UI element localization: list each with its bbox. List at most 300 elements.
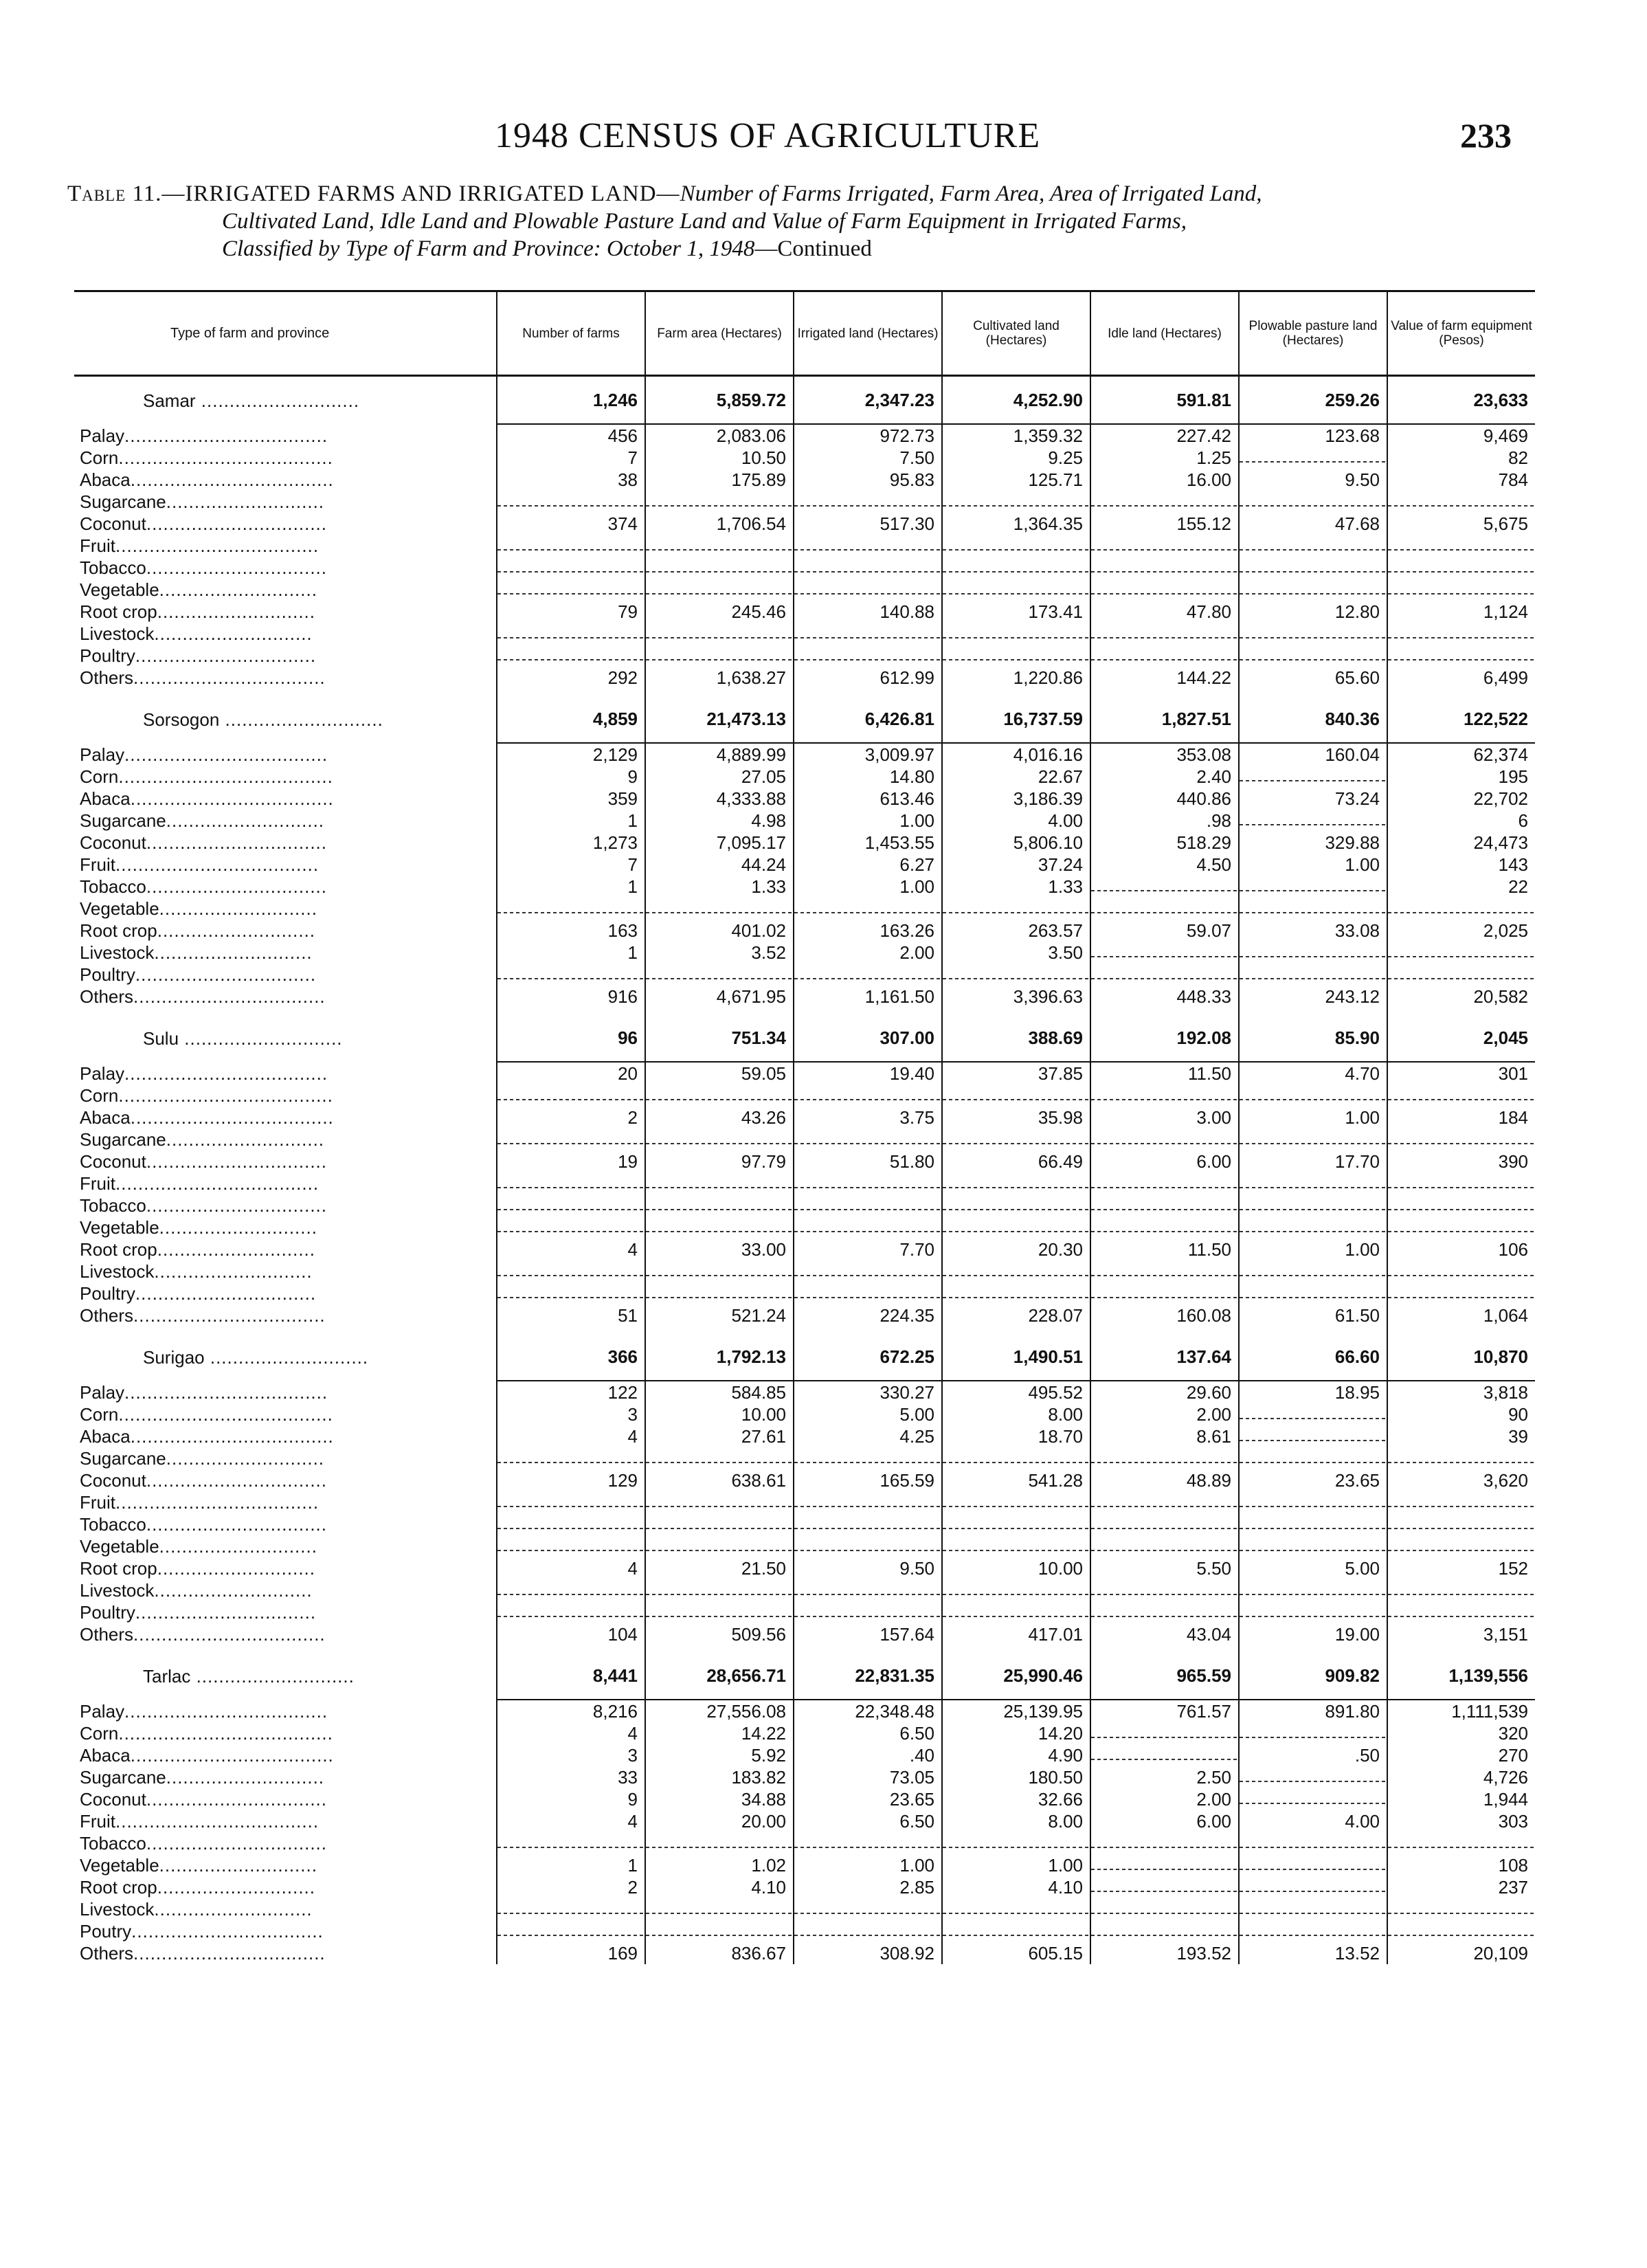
value-cell: 173.41 xyxy=(942,601,1090,623)
value-cell xyxy=(1239,491,1387,513)
leader-dots: ............................ xyxy=(159,1536,317,1557)
table-row xyxy=(74,1942,1535,1964)
value-cell: 4 xyxy=(497,1425,645,1447)
province-name-text: Tarlac xyxy=(143,1665,191,1687)
value-cell xyxy=(1239,1832,1387,1854)
farm-type-text: Tobacco xyxy=(80,557,146,578)
farm-type-label xyxy=(74,1766,497,1788)
value-cell xyxy=(794,898,942,920)
farm-type-label xyxy=(74,920,497,942)
farm-type-text: Root crop xyxy=(80,601,157,622)
leader-dots: ...................................... xyxy=(118,447,333,468)
spacer-cell xyxy=(74,689,497,696)
value-cell xyxy=(497,1260,645,1282)
value-cell: 73.24 xyxy=(1239,788,1387,810)
farm-type-text: Abaca xyxy=(80,788,131,809)
value-cell xyxy=(1387,1832,1535,1854)
leader-dots: ................................ xyxy=(135,1283,317,1304)
spacer-cell xyxy=(1090,1326,1239,1333)
value-cell: 4.90 xyxy=(942,1744,1090,1766)
value-cell xyxy=(1090,1832,1239,1854)
value-cell xyxy=(1239,1194,1387,1216)
value-cell: 20 xyxy=(497,1062,645,1085)
farm-type-text: Tobacco xyxy=(80,1514,146,1535)
value-cell: 1 xyxy=(497,942,645,964)
value-cell: 1,111,539 xyxy=(1387,1700,1535,1722)
leader-dots: .................................. xyxy=(131,1921,324,1942)
value-cell xyxy=(645,1085,794,1107)
total-cell: 10,870 xyxy=(1387,1333,1535,1381)
farm-type-text: Vegetable xyxy=(80,898,159,919)
value-cell xyxy=(1239,579,1387,601)
table-row xyxy=(74,667,1535,689)
leader-dots: ............................ xyxy=(157,601,315,622)
value-cell xyxy=(497,1920,645,1942)
leader-dots: ............................ xyxy=(166,1129,325,1150)
value-cell xyxy=(1239,1535,1387,1557)
farm-type-label xyxy=(74,1403,497,1425)
farm-type-text: Vegetable xyxy=(80,579,159,600)
value-cell: 1.00 xyxy=(794,1854,942,1876)
value-cell: 2.50 xyxy=(1090,1766,1239,1788)
leader-dots: ............................ xyxy=(157,1239,315,1260)
value-cell: 9.50 xyxy=(1239,469,1387,491)
value-cell: 47.80 xyxy=(1090,601,1239,623)
irrigated-farms-table xyxy=(74,290,1535,1964)
value-cell: 6.00 xyxy=(1090,1150,1239,1172)
farm-type-text: Vegetable xyxy=(80,1536,159,1557)
total-cell: 366 xyxy=(497,1333,645,1381)
value-cell: 401.02 xyxy=(645,920,794,942)
table-row xyxy=(74,766,1535,788)
value-cell: 97.79 xyxy=(645,1150,794,1172)
leader-dots: ................................ xyxy=(146,557,327,578)
value-cell: 3,396.63 xyxy=(942,986,1090,1008)
value-cell: 108 xyxy=(1387,1854,1535,1876)
farm-type-label xyxy=(74,447,497,469)
farm-type-label xyxy=(74,898,497,920)
farm-type-label xyxy=(74,1876,497,1898)
col-header-idle: Idle land (Hectares) xyxy=(1090,291,1239,376)
total-cell: 259.26 xyxy=(1239,376,1387,425)
table-row xyxy=(74,491,1535,513)
value-cell: 9 xyxy=(497,1788,645,1810)
value-cell: 243.12 xyxy=(1239,986,1387,1008)
farm-type-label xyxy=(74,1898,497,1920)
spacer-cell xyxy=(74,1645,497,1652)
value-cell: 104 xyxy=(497,1623,645,1645)
table-row xyxy=(74,788,1535,810)
value-cell xyxy=(942,1898,1090,1920)
table-row xyxy=(74,579,1535,601)
value-cell: 21.50 xyxy=(645,1557,794,1579)
spacer-row xyxy=(74,1645,1535,1652)
value-cell: 18.70 xyxy=(942,1425,1090,1447)
table-row xyxy=(74,1810,1535,1832)
leader-dots: ............................ xyxy=(219,709,383,730)
value-cell xyxy=(1387,1513,1535,1535)
farm-type-label xyxy=(74,1700,497,1722)
value-cell: 224.35 xyxy=(794,1304,942,1326)
farm-type-text: Tobacco xyxy=(80,1195,146,1216)
leader-dots: ............................ xyxy=(159,1217,317,1238)
value-cell xyxy=(1239,1876,1387,1898)
value-cell xyxy=(645,1579,794,1601)
table-row xyxy=(74,1788,1535,1810)
farm-type-label xyxy=(74,1194,497,1216)
spacer-cell xyxy=(794,1645,942,1652)
farm-type-text: Fruit xyxy=(80,1492,115,1513)
value-cell: 237 xyxy=(1387,1876,1535,1898)
farm-type-label xyxy=(74,1579,497,1601)
value-cell xyxy=(1239,1513,1387,1535)
value-cell xyxy=(942,1129,1090,1150)
value-cell: 5,675 xyxy=(1387,513,1535,535)
value-cell xyxy=(645,1491,794,1513)
value-cell: 184 xyxy=(1387,1107,1535,1129)
value-cell: 183.82 xyxy=(645,1766,794,1788)
value-cell xyxy=(794,1282,942,1304)
value-cell: 9.25 xyxy=(942,447,1090,469)
value-cell: 916 xyxy=(497,986,645,1008)
table-row xyxy=(74,1425,1535,1447)
total-cell: 192.08 xyxy=(1090,1014,1239,1062)
value-cell xyxy=(1090,1535,1239,1557)
table-row xyxy=(74,1282,1535,1304)
value-cell xyxy=(942,579,1090,601)
value-cell xyxy=(794,1898,942,1920)
farm-type-label xyxy=(74,1282,497,1304)
value-cell: 4 xyxy=(497,1557,645,1579)
value-cell: 263.57 xyxy=(942,920,1090,942)
value-cell xyxy=(794,491,942,513)
value-cell xyxy=(1387,1579,1535,1601)
farm-type-label xyxy=(74,1942,497,1964)
spacer-row xyxy=(74,689,1535,696)
col-header-farms: Number of farms xyxy=(497,291,645,376)
farm-type-label xyxy=(74,1085,497,1107)
value-cell: 169 xyxy=(497,1942,645,1964)
table-subtitle-2: Cultivated Land, Idle Land and Plowable Pasture Land and Value of Farm Equipment in Irrigated Farms, xyxy=(222,209,1187,234)
leader-dots: ............................ xyxy=(159,898,317,919)
leader-dots: ............................ xyxy=(154,623,313,644)
value-cell: 303 xyxy=(1387,1810,1535,1832)
value-cell xyxy=(497,964,645,986)
spacer-cell xyxy=(942,1008,1090,1014)
value-cell xyxy=(942,1601,1090,1623)
value-cell xyxy=(1239,535,1387,557)
col-header-cultivated: Cultivated land (Hectares) xyxy=(942,291,1090,376)
value-cell xyxy=(1387,557,1535,579)
value-cell: 9,469 xyxy=(1387,424,1535,447)
value-cell: 612.99 xyxy=(794,667,942,689)
leader-dots: .................................... xyxy=(124,1700,328,1722)
value-cell xyxy=(645,535,794,557)
value-cell: 1.33 xyxy=(645,876,794,898)
value-cell xyxy=(497,557,645,579)
value-cell xyxy=(794,1260,942,1282)
leader-dots: ............................ xyxy=(157,1877,315,1898)
table-row xyxy=(74,1150,1535,1172)
continued-label: —Continued xyxy=(754,236,872,261)
spacer-cell xyxy=(1090,689,1239,696)
value-cell xyxy=(645,1447,794,1469)
value-cell: 61.50 xyxy=(1239,1304,1387,1326)
value-cell xyxy=(1239,1447,1387,1469)
leader-dots: .................................... xyxy=(130,469,334,490)
value-cell xyxy=(1239,1216,1387,1238)
value-cell: 1,161.50 xyxy=(794,986,942,1008)
value-cell: 33 xyxy=(497,1766,645,1788)
leader-dots: ................................ xyxy=(146,876,327,897)
spacer-cell xyxy=(1239,1008,1387,1014)
farm-type-label xyxy=(74,491,497,513)
value-cell: 17.70 xyxy=(1239,1150,1387,1172)
value-cell xyxy=(497,645,645,667)
leader-dots: ................................ xyxy=(146,1470,327,1491)
col-header-type: Type of farm and province xyxy=(74,291,497,376)
value-cell xyxy=(1090,1282,1239,1304)
value-cell xyxy=(794,1579,942,1601)
farm-type-text: Sugarcane xyxy=(80,810,166,831)
spacer-cell xyxy=(1090,1645,1239,1652)
value-cell: 6.27 xyxy=(794,854,942,876)
table-row xyxy=(74,810,1535,832)
value-cell: 59.07 xyxy=(1090,920,1239,942)
value-cell xyxy=(794,1447,942,1469)
table-row xyxy=(74,1876,1535,1898)
farm-type-text: Corn xyxy=(80,1085,119,1106)
value-cell xyxy=(1239,623,1387,645)
total-cell: 137.64 xyxy=(1090,1333,1239,1381)
value-cell: 4,671.95 xyxy=(645,986,794,1008)
value-cell: 891.80 xyxy=(1239,1700,1387,1722)
table-row xyxy=(74,645,1535,667)
farm-type-label xyxy=(74,1601,497,1623)
value-cell xyxy=(1090,1260,1239,1282)
value-cell: 18.95 xyxy=(1239,1381,1387,1403)
farm-type-text: Vegetable xyxy=(80,1855,159,1876)
leader-dots: .................................... xyxy=(115,1492,320,1513)
value-cell: .50 xyxy=(1239,1744,1387,1766)
value-cell xyxy=(1387,1216,1535,1238)
value-cell: 37.85 xyxy=(942,1062,1090,1085)
value-cell: 73.05 xyxy=(794,1766,942,1788)
farm-type-text: Palay xyxy=(80,1381,125,1403)
value-cell xyxy=(942,557,1090,579)
spacer-cell xyxy=(645,1645,794,1652)
value-cell xyxy=(1090,1744,1239,1766)
value-cell xyxy=(1239,1403,1387,1425)
farm-type-text: Livestock xyxy=(80,623,155,644)
farm-type-text: Poultry xyxy=(80,964,135,985)
leader-dots: ............................ xyxy=(179,1027,343,1049)
table-row xyxy=(74,1513,1535,1535)
value-cell xyxy=(1239,1601,1387,1623)
total-cell: 909.82 xyxy=(1239,1652,1387,1700)
leader-dots: ................................ xyxy=(146,1514,327,1535)
value-cell xyxy=(497,1172,645,1194)
value-cell: 227.42 xyxy=(1090,424,1239,447)
value-cell: 761.57 xyxy=(1090,1700,1239,1722)
table-row xyxy=(74,557,1535,579)
value-cell: 160.04 xyxy=(1239,743,1387,766)
value-cell xyxy=(1239,1282,1387,1304)
header-row xyxy=(74,291,1535,376)
value-cell xyxy=(1090,1876,1239,1898)
value-cell xyxy=(942,535,1090,557)
value-cell: 3 xyxy=(497,1403,645,1425)
value-cell: 123.68 xyxy=(1239,424,1387,447)
value-cell: 43.04 xyxy=(1090,1623,1239,1645)
table-row xyxy=(74,1381,1535,1403)
col-header-equipment: Value of farm equipment (Pesos) xyxy=(1387,291,1535,376)
leader-dots: ............................ xyxy=(159,579,317,600)
value-cell: 3,009.97 xyxy=(794,743,942,766)
province-name xyxy=(74,1333,497,1381)
total-cell: 85.90 xyxy=(1239,1014,1387,1062)
table-caption xyxy=(67,180,1538,263)
value-cell: 82 xyxy=(1387,447,1535,469)
farm-type-text: Palay xyxy=(80,1063,125,1084)
value-cell: 6.00 xyxy=(1090,1810,1239,1832)
leader-dots: ............................ xyxy=(190,1665,355,1687)
table-row xyxy=(74,920,1535,942)
table-row xyxy=(74,1920,1535,1942)
farm-type-label xyxy=(74,1216,497,1238)
table-row xyxy=(74,1216,1535,1238)
table-row xyxy=(74,1854,1535,1876)
value-cell: 1 xyxy=(497,810,645,832)
value-cell: 20.30 xyxy=(942,1238,1090,1260)
value-cell: 605.15 xyxy=(942,1942,1090,1964)
farm-type-label xyxy=(74,601,497,623)
value-cell xyxy=(794,623,942,645)
farm-type-text: Others xyxy=(80,1624,134,1645)
leader-dots: ...................................... xyxy=(118,1723,333,1744)
farm-type-label xyxy=(74,1260,497,1282)
value-cell: 1.00 xyxy=(794,810,942,832)
value-cell: 301 xyxy=(1387,1062,1535,1085)
farm-type-label xyxy=(74,557,497,579)
farm-type-text: Corn xyxy=(80,766,119,787)
value-cell xyxy=(794,1920,942,1942)
farm-type-text: Abaca xyxy=(80,1107,131,1128)
value-cell: 39 xyxy=(1387,1425,1535,1447)
value-cell: 7,095.17 xyxy=(645,832,794,854)
value-cell: 329.88 xyxy=(1239,832,1387,854)
farm-type-label xyxy=(74,810,497,832)
table-row xyxy=(74,964,1535,986)
table-row xyxy=(74,1172,1535,1194)
farm-type-label xyxy=(74,1425,497,1447)
leader-dots: .................................. xyxy=(133,1305,326,1326)
value-cell: 143 xyxy=(1387,854,1535,876)
value-cell: 7.50 xyxy=(794,447,942,469)
leader-dots: ............................ xyxy=(154,1261,313,1282)
leader-dots: ............................ xyxy=(166,1767,325,1788)
value-cell: 2,025 xyxy=(1387,920,1535,942)
value-cell: 2 xyxy=(497,1107,645,1129)
value-cell: 140.88 xyxy=(794,601,942,623)
value-cell xyxy=(1239,942,1387,964)
running-head xyxy=(0,115,1647,164)
farm-type-text: Corn xyxy=(80,447,119,468)
value-cell xyxy=(942,1085,1090,1107)
farm-type-label xyxy=(74,513,497,535)
farm-type-text: Root crop xyxy=(80,1239,157,1260)
value-cell: 23.65 xyxy=(1239,1469,1387,1491)
farm-type-label xyxy=(74,1788,497,1810)
value-cell xyxy=(645,623,794,645)
farm-type-text: Coconut xyxy=(80,513,146,534)
value-cell: 495.52 xyxy=(942,1381,1090,1403)
farm-type-label xyxy=(74,743,497,766)
table-row xyxy=(74,1601,1535,1623)
table-row xyxy=(74,876,1535,898)
value-cell: 10.00 xyxy=(942,1557,1090,1579)
value-cell: 2,129 xyxy=(497,743,645,766)
table-subtitle-1: Number of Farms Irrigated, Farm Area, Area of Irrigated Land, xyxy=(680,181,1262,206)
value-cell xyxy=(1239,964,1387,986)
farm-type-label xyxy=(74,1854,497,1876)
farm-type-label xyxy=(74,469,497,491)
value-cell: 374 xyxy=(497,513,645,535)
value-cell: 59.05 xyxy=(645,1062,794,1085)
value-cell: 4,333.88 xyxy=(645,788,794,810)
value-cell xyxy=(1239,1425,1387,1447)
farm-type-text: Poultry xyxy=(80,1283,135,1304)
total-cell: 5,859.72 xyxy=(645,376,794,425)
farm-type-label xyxy=(74,964,497,986)
farm-type-label xyxy=(74,986,497,1008)
value-cell xyxy=(1387,1085,1535,1107)
table-row xyxy=(74,1194,1535,1216)
value-cell xyxy=(645,1513,794,1535)
value-cell: 125.71 xyxy=(942,469,1090,491)
farm-type-text: Sugarcane xyxy=(80,1448,166,1469)
leader-dots: .................................... xyxy=(130,1107,334,1128)
col-header-irrigated: Irrigated land (Hectares) xyxy=(794,291,942,376)
farm-type-label xyxy=(74,1535,497,1557)
value-cell xyxy=(942,1579,1090,1601)
table-row xyxy=(74,986,1535,1008)
value-cell xyxy=(645,645,794,667)
leader-dots: ...................................... xyxy=(118,766,333,787)
farm-type-text: Livestock xyxy=(80,1261,155,1282)
table-label: Table 11. xyxy=(67,181,162,206)
value-cell: 440.86 xyxy=(1090,788,1239,810)
value-cell: 2.85 xyxy=(794,1876,942,1898)
farm-type-text: Poutry xyxy=(80,1921,132,1942)
value-cell: 163 xyxy=(497,920,645,942)
farm-type-label xyxy=(74,788,497,810)
leader-dots: ............................ xyxy=(157,920,315,941)
table-row xyxy=(74,1304,1535,1326)
province-name xyxy=(74,696,497,743)
leader-dots: ................................ xyxy=(135,964,317,985)
value-cell xyxy=(942,1535,1090,1557)
total-cell: 96 xyxy=(497,1014,645,1062)
value-cell xyxy=(645,1260,794,1282)
farm-type-text: Root crop xyxy=(80,1558,157,1579)
value-cell xyxy=(794,964,942,986)
value-cell xyxy=(942,1513,1090,1535)
value-cell: 44.24 xyxy=(645,854,794,876)
farm-type-text: Fruit xyxy=(80,1173,115,1194)
value-cell xyxy=(794,557,942,579)
value-cell: 22.67 xyxy=(942,766,1090,788)
